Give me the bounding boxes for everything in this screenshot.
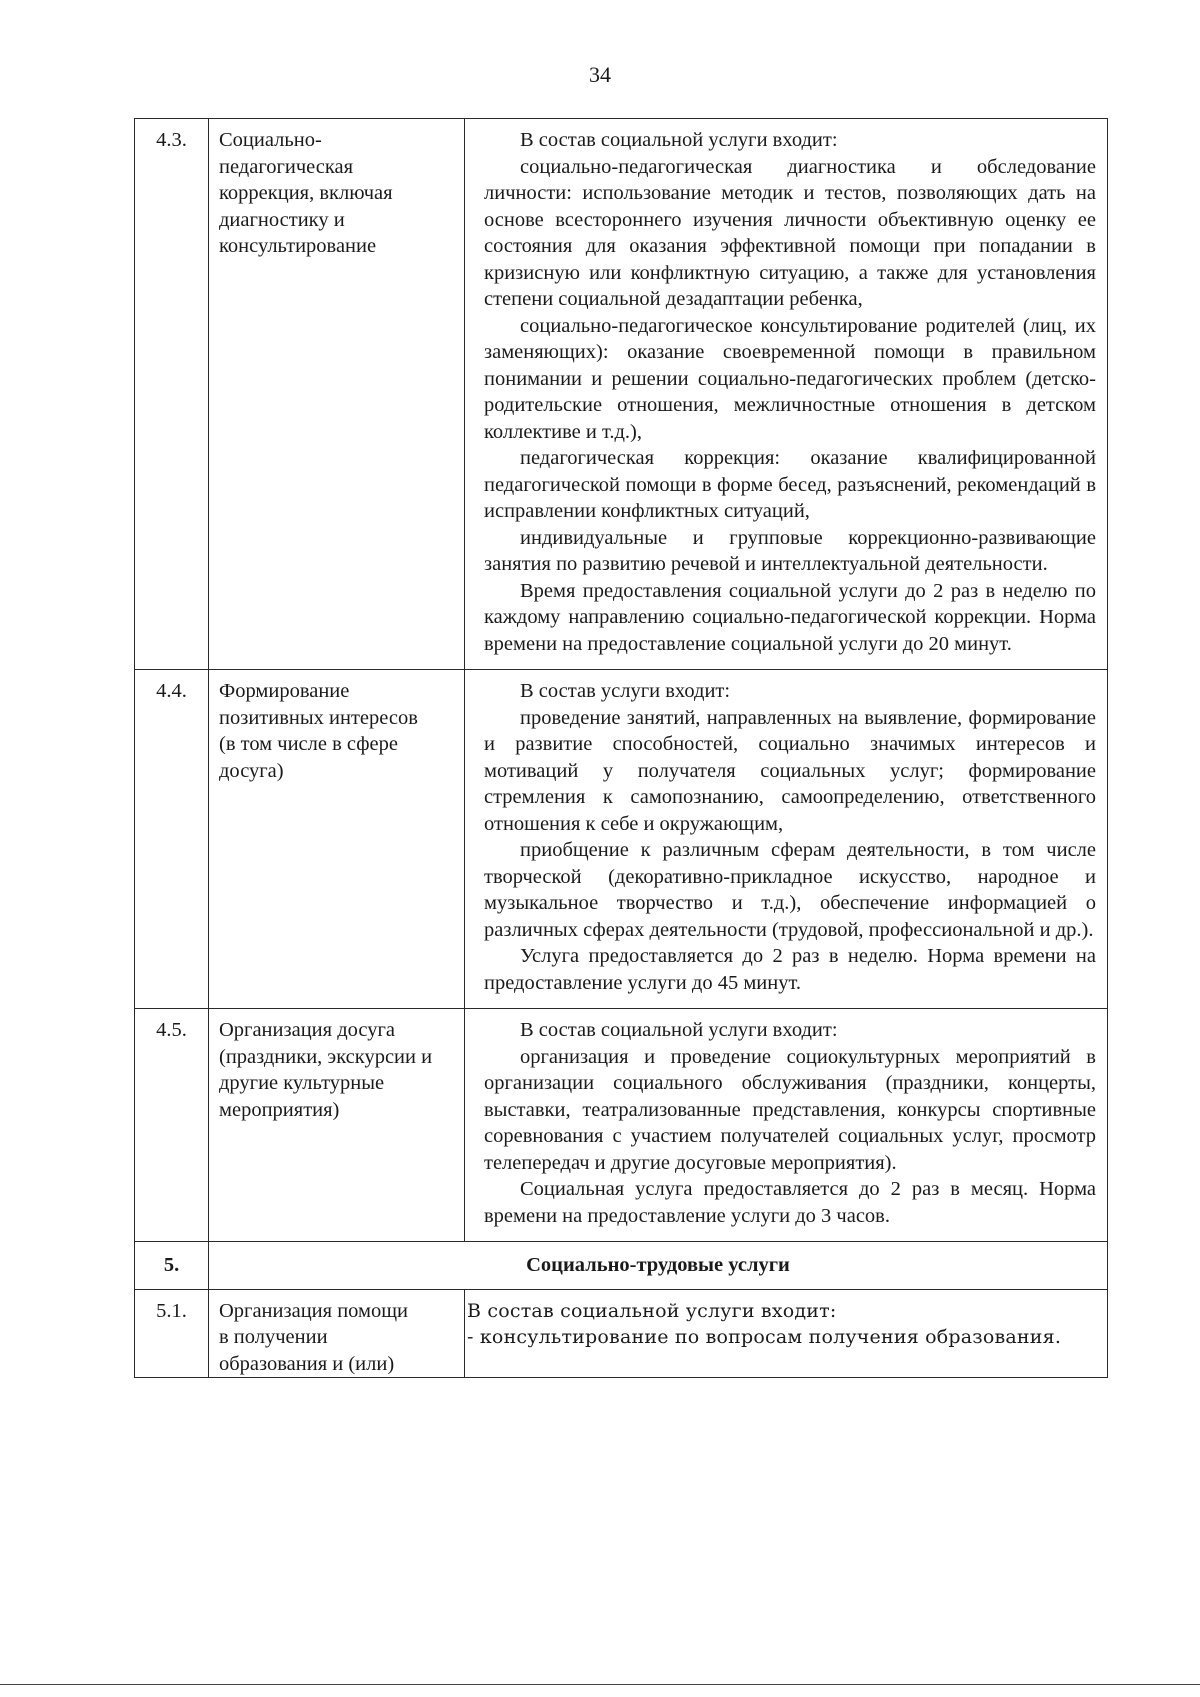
description-paragraph: социально-педагогическое консультирование родителей (лиц, их заменяющих): оказание своевременной помощи в правильном понимании и решении социально-педагогических проблем (детско-родительские отношения, межличностные отношения в детском коллективе и т.д.), <box>484 314 1096 443</box>
service-name-text: Формирование позитивных интересов (в том числе в сфере досуга) <box>219 680 418 782</box>
description-paragraph: индивидуальные и групповые коррекционно-развивающие занятия по развитию речевой и интеллектуальной деятельности. <box>484 526 1096 575</box>
service-description <box>465 1289 1108 1378</box>
service-description <box>465 670 1108 1009</box>
description-paragraph: Услуга предоставляется до 2 раз в неделю. Норма времени на предоставление услуги до 45 минут. <box>484 945 1096 994</box>
row-number: 4.3. <box>135 119 209 670</box>
description-paragraph: приобщение к различным сферам деятельности, в том числе творческой (декоративно-прикладное искусство, народное и музыкальное творчество и т.д.), обеспечение информацией о различных сферах деятельности (трудовой, профессиональной и др.). <box>484 839 1096 941</box>
service-description <box>465 119 1108 670</box>
table-row <box>135 1289 1108 1378</box>
service-name <box>209 119 465 670</box>
service-name <box>209 1289 465 1378</box>
service-name-text: Социально- педагогическая коррекция, включая диагностику и консультирование <box>219 129 393 257</box>
service-name <box>209 670 465 1009</box>
section-title: Социально-трудовые услуги <box>209 1242 1108 1290</box>
description-paragraph: социально-педагогическая диагностика и обследование личности: использование методик и тестов, позволяющих дать на основе всестороннего изучения личности объективную оценку ее состояния для оказания эффективной помощи при попадании в кризисную или конфликтную ситуацию, а также для установления степени социальной дезадаптации ребенка, <box>484 155 1096 310</box>
description-paragraph: педагогическая коррекция: оказание квалифицированной педагогической помощи в форме бесед, разъяснений, рекомендаций в исправлении конфликтных ситуаций, <box>484 447 1096 522</box>
row-number: 5.1. <box>135 1289 209 1378</box>
row-number: 4.4. <box>135 670 209 1009</box>
service-name-text: Организация досуга (праздники, экскурсии и другие культурные мероприятия) <box>219 1019 433 1121</box>
table-row <box>135 119 1108 670</box>
description-line: - консультирование по вопросам получения образования. <box>467 1326 1062 1348</box>
description-line: В состав социальной услуги входит: <box>467 1299 837 1322</box>
row-number: 4.5. <box>135 1009 209 1242</box>
page-bottom-rule <box>0 1684 1200 1685</box>
service-name-text: Организация помощи в получении образования и (или) <box>219 1299 409 1375</box>
description-paragraph: организация и проведение социокультурных мероприятий в организации социального обслуживания (праздники, концерты, выставки, театрализованные представления, конкурсы спортивные соревнования с участием получателей социальных услуг, просмотр телепередач и другие досуговые мероприятия). <box>484 1045 1096 1174</box>
section-number: 5. <box>135 1242 209 1290</box>
description-paragraph: проведение занятий, направленных на выявление, формирование и развитие способностей, социально значимых интересов и мотиваций у получателя социальных услуг; формирование стремления к самопознанию, самоопределению, ответственного отношения к себе и окружающим, <box>484 706 1096 835</box>
service-name <box>209 1009 465 1242</box>
description-paragraph: В состав социальной услуги входит: <box>520 1019 838 1041</box>
table-row <box>135 1009 1108 1242</box>
table-row <box>135 670 1108 1009</box>
description-paragraph: В состав услуги входит: <box>520 680 731 702</box>
section-row <box>135 1242 1108 1290</box>
description-paragraph: В состав социальной услуги входит: <box>520 129 838 151</box>
description-paragraph: Социальная услуга предоставляется до 2 раз в месяц. Норма времени на предоставление услуги до 3 часов. <box>484 1178 1096 1227</box>
description-paragraph: Время предоставления социальной услуги до 2 раз в неделю по каждому направлению социально-педагогической коррекции. Норма времени на предоставление социальной услуги до 20 минут. <box>484 579 1096 655</box>
services-table <box>134 118 1108 1378</box>
page-number: 34 <box>589 62 611 87</box>
service-description <box>465 1009 1108 1242</box>
